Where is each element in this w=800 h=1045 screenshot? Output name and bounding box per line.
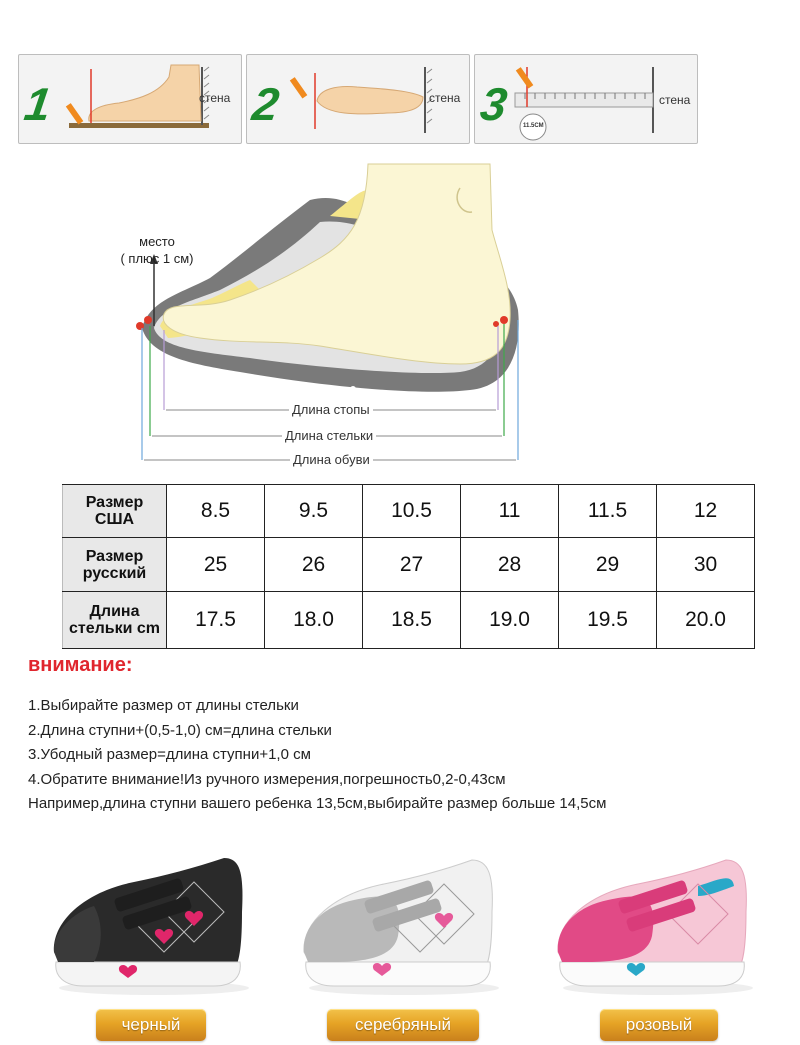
step-number: 3 bbox=[477, 78, 511, 130]
table-row bbox=[63, 538, 755, 592]
table-cell: 30 bbox=[657, 538, 755, 592]
shoe-length-label: Длина обуви bbox=[290, 452, 373, 467]
table-cell: 17.5 bbox=[167, 592, 265, 649]
table-cell: 8.5 bbox=[167, 485, 265, 538]
table-cell: 19.5 bbox=[559, 592, 657, 649]
table-row bbox=[63, 592, 755, 649]
row-header-insole-length: Длина стельки cm bbox=[63, 592, 167, 649]
attention-heading: внимание: bbox=[28, 654, 133, 676]
note-line: 1.Выбирайте размер от длины стельки bbox=[28, 697, 299, 714]
note-line: 4.Обратите внимание!Из ручного измерения,погрешность0,2-0,43см bbox=[28, 770, 506, 788]
notes-list bbox=[28, 694, 606, 817]
table-cell: 26 bbox=[265, 538, 363, 592]
note-line: 3.Убодный размер=длина ступни+1,0 см bbox=[28, 746, 311, 763]
step-1-panel bbox=[18, 54, 242, 144]
size-table bbox=[62, 484, 755, 649]
pink-shoe-image bbox=[548, 856, 758, 998]
step-3-panel bbox=[474, 54, 698, 144]
ruler-illustration bbox=[511, 63, 661, 143]
wall-label: стена bbox=[659, 93, 691, 107]
note-line: 2.Длина ступни+(0,5-1,0) см=длина стельки bbox=[28, 721, 332, 739]
color-pink-button[interactable]: розовый bbox=[600, 1009, 718, 1041]
table-cell: 27 bbox=[363, 538, 461, 592]
table-cell: 28 bbox=[461, 538, 559, 592]
table-cell: 18.5 bbox=[363, 592, 461, 649]
foot-length-label: Длина стопы bbox=[289, 402, 373, 417]
wall-label: стена bbox=[199, 91, 231, 105]
step-2-panel bbox=[246, 54, 470, 144]
row-header-us-size: Размер США bbox=[63, 485, 167, 538]
table-row bbox=[63, 485, 755, 538]
place-plus-label: место ( плюс 1 см) bbox=[120, 234, 194, 266]
color-black-button[interactable]: черный bbox=[96, 1009, 206, 1041]
step-number: 2 bbox=[249, 78, 283, 130]
table-cell: 29 bbox=[559, 538, 657, 592]
wall-label: стена bbox=[429, 91, 461, 105]
black-shoe-image bbox=[44, 852, 254, 998]
step-number: 1 bbox=[21, 78, 55, 130]
ruler-mark: 11.5CM bbox=[523, 123, 544, 129]
color-silver-button[interactable]: серебряный bbox=[327, 1009, 479, 1041]
table-cell: 20.0 bbox=[657, 592, 755, 649]
table-cell: 11.5 bbox=[559, 485, 657, 538]
table-cell: 18.0 bbox=[265, 592, 363, 649]
table-cell: 25 bbox=[167, 538, 265, 592]
silver-shoe-image bbox=[294, 856, 504, 998]
row-header-ru-size: Размер русский bbox=[63, 538, 167, 592]
table-cell: 9.5 bbox=[265, 485, 363, 538]
table-cell: 10.5 bbox=[363, 485, 461, 538]
note-line: Например,длина ступни вашего ребенка 13,5см,выбирайте размер больше 14,5см bbox=[28, 795, 607, 812]
table-cell: 19.0 bbox=[461, 592, 559, 649]
insole-length-label: Длина стельки bbox=[282, 428, 376, 443]
table-cell: 12 bbox=[657, 485, 755, 538]
table-cell: 11 bbox=[461, 485, 559, 538]
